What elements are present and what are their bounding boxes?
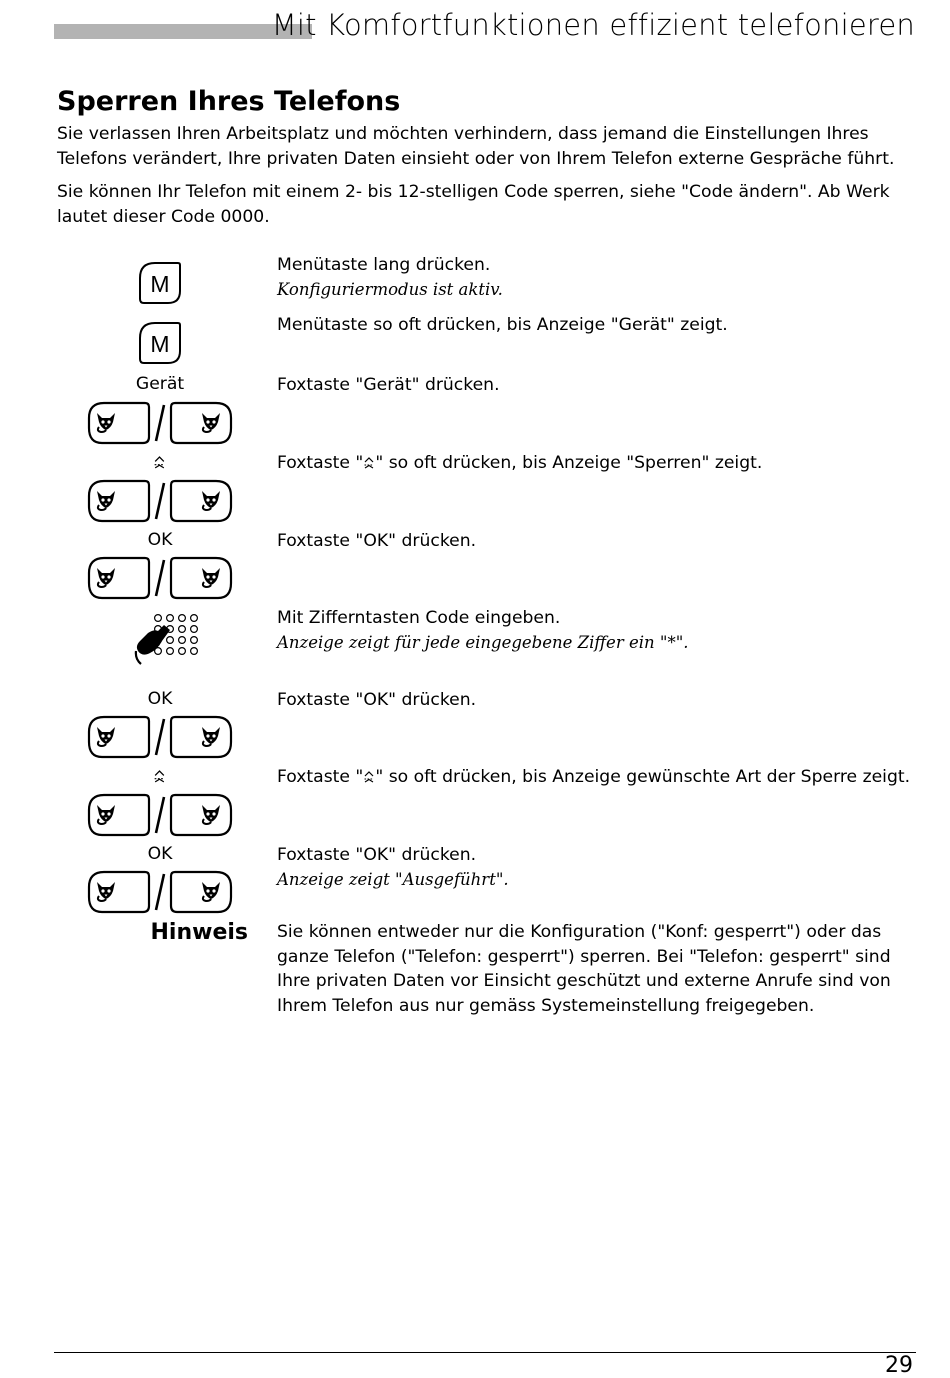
step-7-text: Foxtaste "OK" drücken.	[277, 690, 477, 710]
foxkey-label: OK	[147, 689, 173, 709]
page-number: 29	[885, 1353, 913, 1378]
step-8	[277, 765, 927, 790]
intro-paragraph-1: Sie verlassen Ihren Arbeitsplatz und möchten verhindern, dass jemand die Einstellungen Ihres Telefons verändert, Ihre privaten Daten einsieht oder von Ihrem Telefon externe Gespräche führt.	[57, 124, 895, 169]
step-4-text: Foxtaste " " so oft drücken, bis Anzeige "Sperren" zeigt.	[277, 453, 763, 473]
foxkey-label: Gerät	[135, 374, 185, 394]
menu-key-icon	[138, 261, 182, 305]
step-6-text: Mit Zifferntasten Code eingeben.	[277, 608, 561, 628]
step-1-note: Konfiguriermodus ist aktiv.	[277, 279, 503, 299]
menu-key-icon	[138, 321, 182, 365]
step-2-text: Menütaste so oft drücken, bis Anzeige "Gerät" zeigt.	[277, 315, 728, 335]
menu-key-letter: M	[150, 331, 170, 357]
step-2	[277, 313, 927, 338]
foxkey-pair-icon	[87, 479, 233, 523]
foxkey-pair-icon	[87, 793, 233, 837]
step-6	[277, 606, 927, 655]
foxkey-pair-icon	[87, 715, 233, 759]
scroll-down-icon	[153, 770, 166, 783]
step-4	[277, 451, 927, 476]
intro-paragraph-2: Sie können Ihr Telefon mit einem 2- bis 12-stelligen Code sperren, siehe "Code ändern". Ab Werk lautet dieser Code 0000.	[57, 182, 890, 227]
step-8-text: Foxtaste " " so oft drücken, bis Anzeige gewünschte Art der Sperre zeigt.	[277, 767, 911, 787]
step-9-note: Anzeige zeigt "Ausgeführt".	[277, 869, 509, 889]
foxkey-pair-icon	[87, 870, 233, 914]
step-6-note: Anzeige zeigt für jede eingegebene Ziffer ein "*".	[277, 632, 689, 652]
hinweis-label: Hinweis	[150, 920, 248, 945]
foxkey-label: OK	[147, 844, 173, 864]
header-title: Mit Komfortfunktionen effizient telefonieren	[271, 8, 915, 42]
step-5	[277, 529, 927, 554]
section-heading: Sperren Ihres Telefons	[57, 86, 401, 117]
step-1-text: Menütaste lang drücken.	[277, 255, 491, 275]
step-3	[277, 373, 927, 398]
foxkey-pair-icon	[87, 556, 233, 600]
keypad-hand-icon	[134, 611, 200, 669]
step-9-text: Foxtaste "OK" drücken.	[277, 845, 477, 865]
foxkey-label: OK	[147, 530, 173, 550]
step-7	[277, 688, 927, 713]
hinweis-text: Sie können entweder nur die Konfiguration ("Konf: gesperrt") oder das ganze Telefon ("Telefon: gesperrt") sperren. Bei "Telefon: gesperrt" sind Ihre privaten Daten vor Einsicht geschützt und externe Anrufe sind von Ihrem Telefon aus nur gemäss Systemeinstellung freigegeben.	[277, 922, 891, 1016]
scroll-down-icon	[153, 456, 166, 469]
step-1	[277, 253, 927, 302]
step-5-text: Foxtaste "OK" drücken.	[277, 531, 477, 551]
step-3-text: Foxtaste "Gerät" drücken.	[277, 375, 500, 395]
foxkey-pair-icon	[87, 401, 233, 445]
scroll-down-icon	[363, 457, 375, 469]
scroll-down-icon	[363, 771, 375, 783]
footer-rule	[54, 1352, 916, 1353]
step-9	[277, 843, 927, 892]
menu-key-letter: M	[150, 271, 170, 297]
